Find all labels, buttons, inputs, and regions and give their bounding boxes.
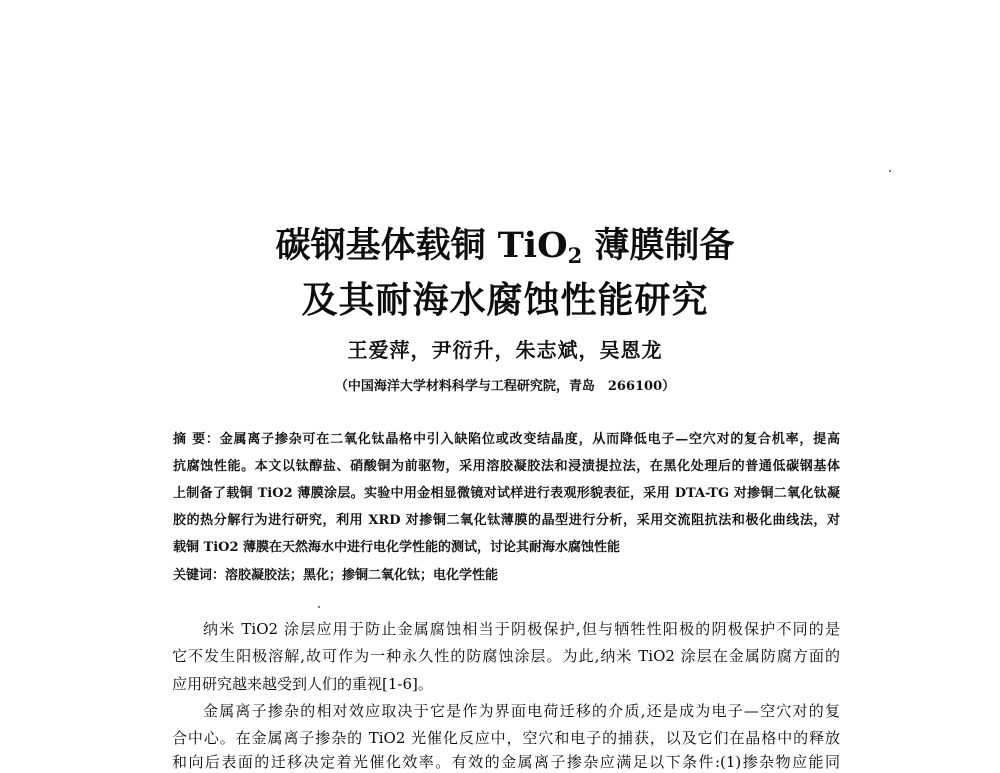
abstract-line: 抗腐蚀性能。本文以钛醇盐、硝酸铜为前驱物，采用溶胶凝胶法和浸渍提拉法，在黑化处理后的普通低碳钢基体: [173, 459, 840, 474]
author-list: 王爱萍，尹衍升，朱志斌，吴恩龙: [347, 338, 663, 362]
abstract-line: 载铜 TiO2 薄膜在天然海水中进行电化学性能的测试，讨论其耐海水腐蚀性能: [173, 540, 621, 555]
abstract-line: 上制备了载铜 TiO2 薄膜涂层。实验中用金相显微镜对试样进行表观形貌表征，采用 DTA-TG 对掺铜二氧化钛凝: [173, 486, 840, 501]
title-line-1-prefix: 碳钢基体载铜 TiO: [275, 225, 568, 266]
affiliation: （中国海洋大学材料科学与工程研究院，青岛 266100）: [334, 379, 676, 394]
abstract-line: 胶的热分解行为进行研究，利用 XRD 对掺铜二氧化钛薄膜的晶型进行分析，采用交流阻抗法和极化曲线法，对: [173, 513, 840, 528]
abstract-label: 摘 要：: [173, 432, 220, 447]
body-text-line: 合中心。在金属离子掺杂的 TiO2 光催化反应中，空穴和电子的捕获，以及它们在晶格中的释放: [172, 729, 840, 747]
paper-title-line-1: [200, 223, 810, 269]
keywords-label: 关键词：: [173, 568, 226, 583]
scan-speck: [889, 170, 891, 172]
body-text-line-cut: 和向后表面的迁移决定着光催化效率。有效的金属离子掺杂应满足以下条件:(1)掺杂物应能同: [172, 753, 840, 771]
keywords-text: 溶胶凝胶法；黑化；掺铜二氧化钛；电化学性能: [225, 568, 499, 583]
keywords-line: [173, 566, 840, 586]
body-text-line: 它不发生阳极溶解,故可作为一种永久性的防腐蚀涂层。为此,纳米 TiO2 涂层在金属防腐方面的: [172, 647, 840, 665]
abstract-text: 金属离子掺杂可在二氧化钛晶格中引入缺陷位或改变结晶度，从而降低电子—空穴对的复合机率，提高: [219, 432, 840, 447]
title-line-1-suffix: 薄膜制备: [582, 225, 735, 266]
body-text-line: 应用研究越来越受到人们的重视[1-6]。: [172, 675, 433, 693]
scan-speck: [318, 606, 320, 608]
abstract-line: [173, 430, 840, 450]
body-text-line: 金属离子掺杂的相对效应取决于它是作为界面电荷迁移的介质,还是成为电子—空穴对的复: [203, 702, 840, 720]
paper-title-line-2: 及其耐海水腐蚀性能研究: [301, 279, 709, 321]
title-subscript: 2: [567, 243, 583, 268]
body-text-line: 纳米 TiO2 涂层应用于防止金属腐蚀相当于阴极保护,但与牺牲性阳极的阴极保护不同的是: [203, 620, 840, 638]
